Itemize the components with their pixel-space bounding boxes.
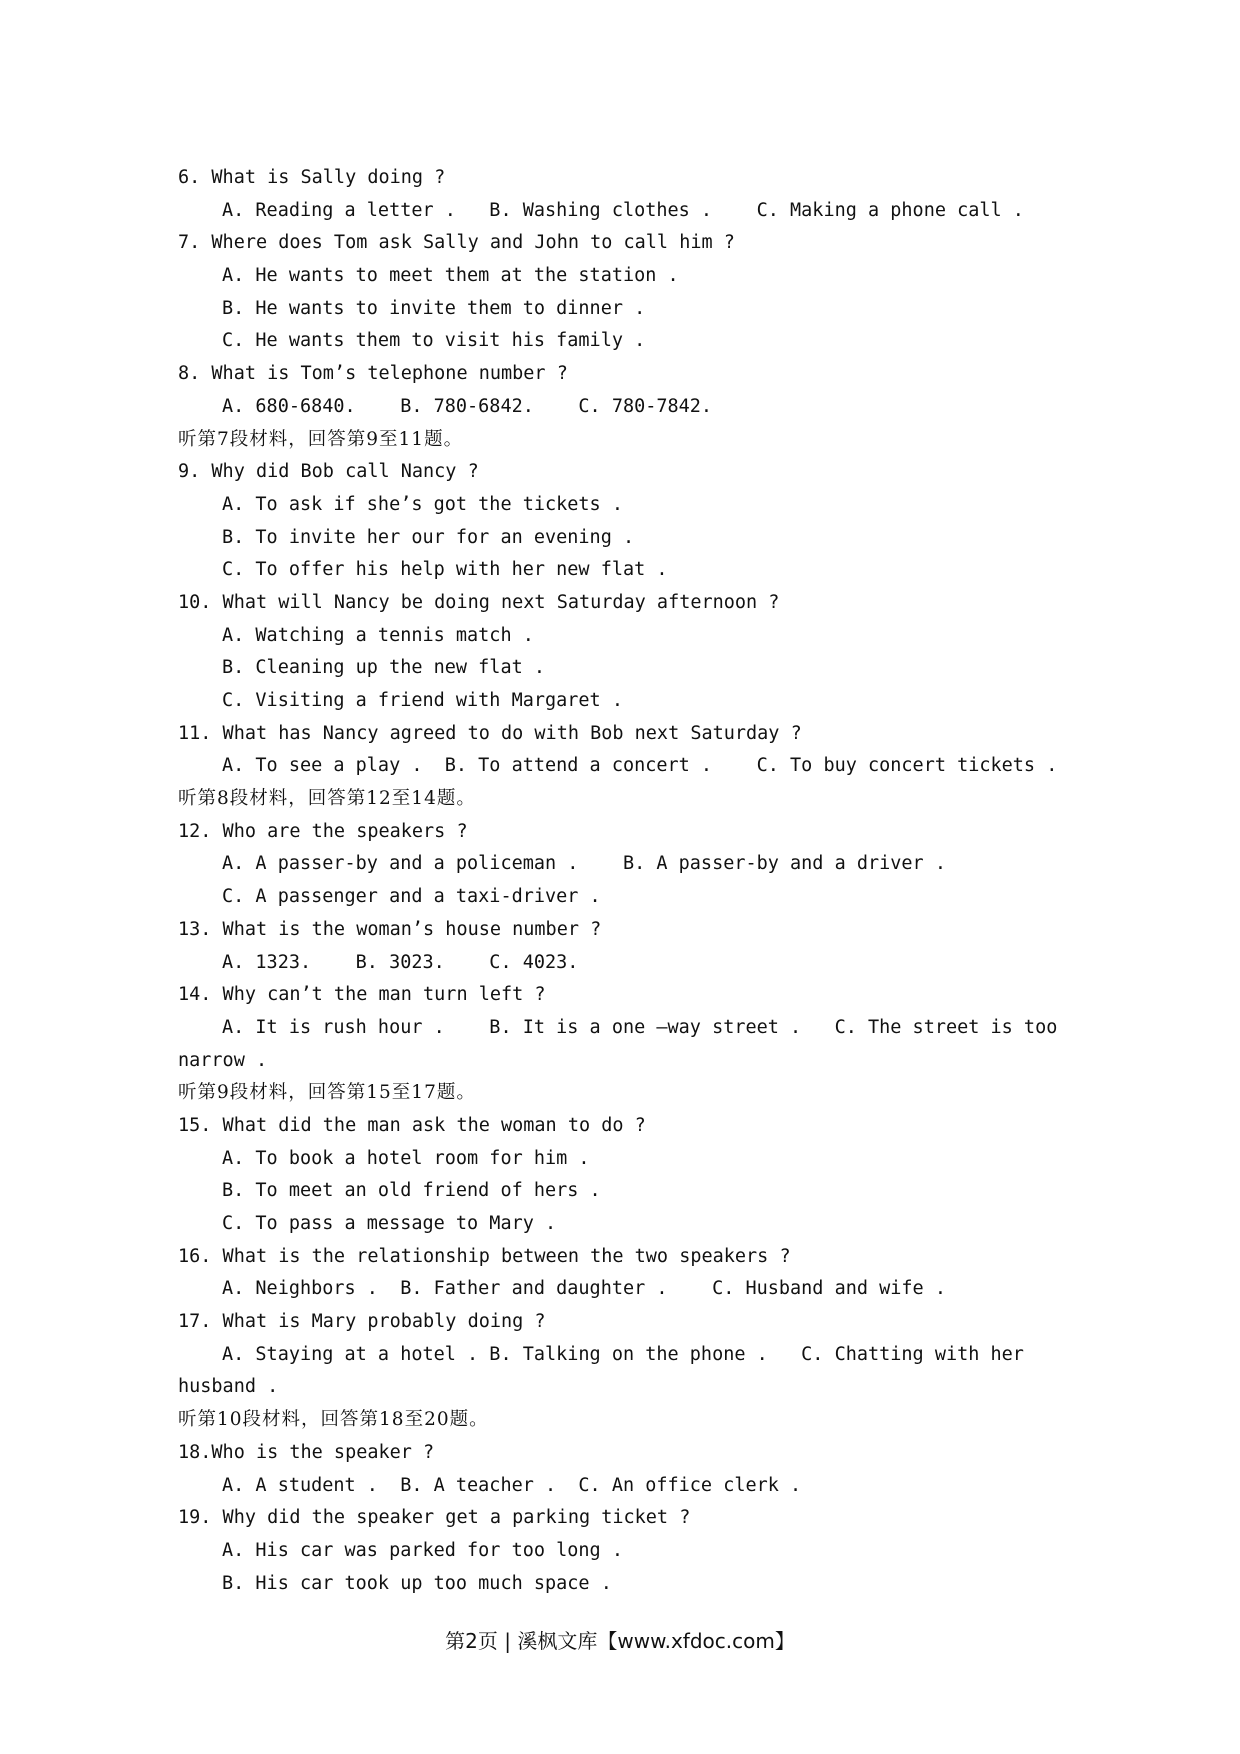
question-line: 15. What did the man ask the woman to do ? [178,1114,646,1136]
section-heading: 听第10段材料，回答第18至20题。 [178,1409,489,1431]
question-line: 16. What is the relationship between the two speakers ? [178,1245,791,1267]
question-line: 11. What has Nancy agreed to do with Bob next Saturday ? [178,722,802,744]
question-line: 6. What is Sally doing ? [178,167,446,188]
option-line: C. To pass a message to Mary . [222,1213,557,1234]
option-line: A. Reading a letter . B. Washing clothes . C. Making a phone call . [222,199,1024,221]
page-footer: 第2页 | 溪枫文库【www.xfdoc.com】 [445,1629,795,1653]
option-line: B. Cleaning up the new flat . [222,657,546,679]
section-heading: 听第8段材料，回答第12至14题。 [178,788,476,810]
option-line: A. His car was parked for too long . [222,1539,623,1561]
question-line: 18.Who is the speaker ? [178,1441,435,1463]
question-line: 12. Who are the speakers ? [178,820,468,842]
option-line: A. Staying at a hotel . B. Talking on the phone . C. Chatting with her [222,1343,1024,1365]
option-line: C. Visiting a friend with Margaret . [222,690,623,711]
option-line: C. He wants them to visit his family . [222,330,646,352]
question-line: 19. Why did the speaker get a parking ticket ? [178,1507,691,1529]
option-line: A. He wants to meet them at the station . [222,265,679,287]
option-line: C. To offer his help with her new flat . [222,559,668,581]
option-line: A. A student . B. A teacher . C. An office clerk . [222,1474,802,1496]
question-line: 14. Why can’t the man turn left ? [178,984,546,1006]
option-line: B. He wants to invite them to dinner . [222,297,646,319]
option-line: A. 680-6840. B. 780-6842. C. 780-7842. [222,395,713,417]
question-line: 8. What is Tom’s telephone number ? [178,363,568,385]
option-line: A. To see a play . B. To attend a concert . C. To buy concert tickets . [222,755,1058,777]
option-line: A. To book a hotel room for him . [222,1147,590,1169]
exam-content [178,162,1078,1600]
question-line: 7. Where does Tom ask Sally and John to call him ? [178,232,735,254]
question-line: 9. Why did Bob call Nancy ? [178,461,479,483]
option-line: C. A passenger and a taxi-driver . [222,886,601,908]
option-line: A. 1323. B. 3023. C. 4023. [222,951,579,973]
option-line: B. To meet an old friend of hers . [222,1180,601,1202]
question-line: 17. What is Mary probably doing ? [178,1311,546,1333]
question-line: 10. What will Nancy be doing next Saturday afternoon ? [178,591,780,613]
option-line: A. Watching a tennis match . [222,624,534,646]
option-line: B. His car took up too much space . [222,1572,612,1594]
question-line: husband . [178,1376,279,1398]
option-line: A. It is rush hour . B. It is a one –way street . C. The street is too [222,1016,1058,1038]
section-heading: 听第7段材料，回答第9至11题。 [178,428,464,450]
option-line: A. Neighbors . B. Father and daughter . C. Husband and wife . [222,1278,946,1300]
section-heading: 听第9段材料，回答第15至17题。 [178,1082,476,1104]
question-line: 13. What is the woman’s house number ? [178,918,602,940]
question-line: narrow . [178,1049,268,1071]
option-line: B. To invite her our for an evening . [222,526,635,548]
option-line: A. A passer-by and a policeman . B. A passer-by and a driver . [222,853,946,875]
option-line: A. To ask if she’s got the tickets . [222,493,623,515]
